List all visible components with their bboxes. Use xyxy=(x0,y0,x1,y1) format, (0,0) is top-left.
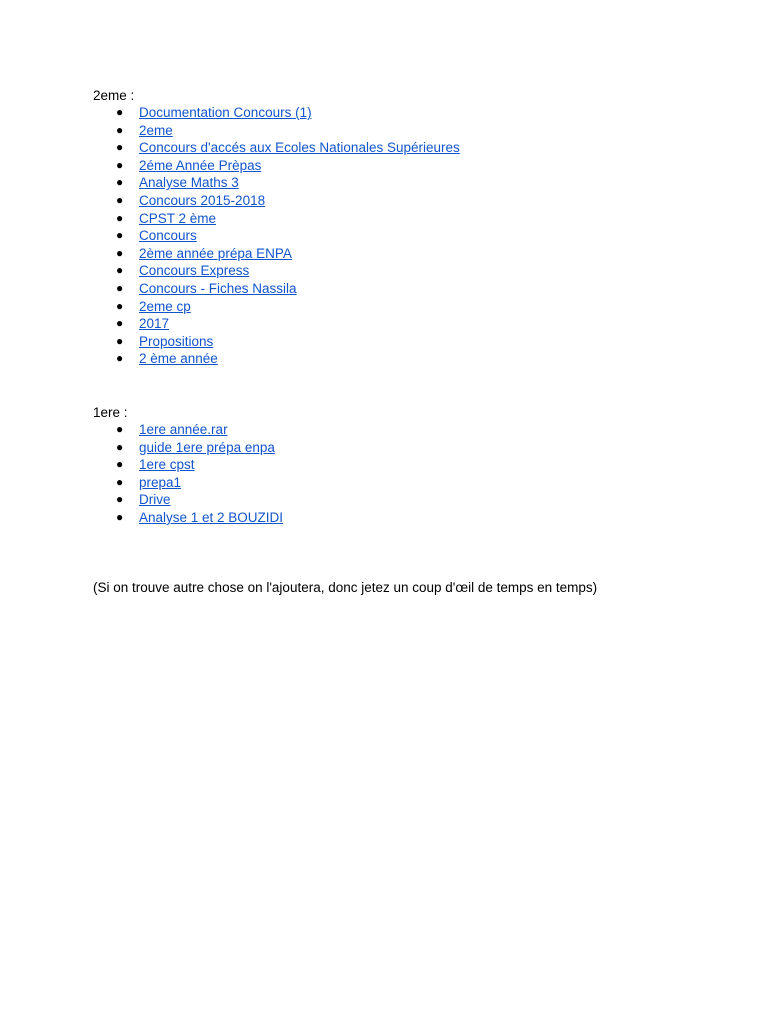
bullet-dot-icon: ● xyxy=(116,192,124,207)
list-item xyxy=(93,227,460,245)
link-2eme-annee-prepas[interactable]: 2éme Année Prèpas xyxy=(139,157,262,173)
list-item xyxy=(93,139,460,157)
list-item xyxy=(93,280,460,298)
bullet-dot-icon: ● xyxy=(116,280,124,295)
link-2eme-annee-prepa-enpa[interactable]: 2ème année prépa ENPA xyxy=(139,245,292,261)
list-item xyxy=(93,421,283,439)
bullet-dot-icon: ● xyxy=(116,122,124,137)
link-guide-1ere-prepa-enpa[interactable]: guide 1ere prépa enpa xyxy=(139,439,275,455)
bullet-dot-icon: ● xyxy=(116,422,124,436)
bullet-dot-icon: ● xyxy=(116,105,124,119)
list-item xyxy=(93,210,460,228)
link-2017[interactable]: 2017 xyxy=(139,316,170,332)
list-item xyxy=(93,509,283,527)
list-item xyxy=(93,104,460,122)
section-heading-2eme: 2eme : xyxy=(93,88,135,103)
list-item xyxy=(93,157,460,175)
link-concours-fiches-nassila[interactable]: Concours - Fiches Nassila xyxy=(139,280,297,296)
link-1ere-annee-rar[interactable]: 1ere année.rar xyxy=(139,422,228,437)
link-concours[interactable]: Concours xyxy=(139,228,197,244)
bullet-dot-icon: ● xyxy=(116,245,124,260)
link-1ere-cpst[interactable]: 1ere cpst xyxy=(139,457,195,473)
link-2eme-cp[interactable]: 2eme cp xyxy=(139,298,191,314)
list-item xyxy=(93,122,460,140)
bullet-dot-icon: ● xyxy=(116,492,124,507)
list-item xyxy=(93,298,460,316)
link-list-2eme xyxy=(93,104,460,368)
section-heading-1ere: 1ere : xyxy=(93,405,128,420)
list-item xyxy=(93,174,460,192)
list-item xyxy=(93,456,283,474)
list-item xyxy=(93,315,460,333)
list-item xyxy=(93,245,460,263)
link-prepa1[interactable]: prepa1 xyxy=(139,474,182,490)
bullet-dot-icon: ● xyxy=(116,228,124,243)
link-drive[interactable]: Drive xyxy=(139,492,171,508)
link-2-eme-annee[interactable]: 2 ème année xyxy=(139,351,218,367)
link-list-1ere xyxy=(93,421,283,527)
link-concours-ecoles-nationales[interactable]: Concours d'accés aux Ecoles Nationales Supérieures xyxy=(139,140,460,156)
list-item xyxy=(93,474,283,492)
bullet-dot-icon: ● xyxy=(116,333,124,348)
bullet-dot-icon: ● xyxy=(116,140,124,155)
link-propositions[interactable]: Propositions xyxy=(139,333,214,349)
bullet-dot-icon: ● xyxy=(116,509,124,524)
list-item xyxy=(93,192,460,210)
bullet-dot-icon: ● xyxy=(116,210,124,225)
link-concours-2015-2018[interactable]: Concours 2015-2018 xyxy=(139,192,266,208)
list-item xyxy=(93,491,283,509)
bullet-dot-icon: ● xyxy=(116,439,124,454)
link-2eme[interactable]: 2eme xyxy=(139,122,173,138)
bullet-dot-icon: ● xyxy=(116,474,124,489)
link-analyse-maths-3[interactable]: Analyse Maths 3 xyxy=(139,175,239,191)
list-item xyxy=(93,439,283,457)
list-item xyxy=(93,262,460,280)
bullet-dot-icon: ● xyxy=(116,157,124,172)
link-cpst-2eme[interactable]: CPST 2 ème xyxy=(139,210,217,226)
link-concours-express[interactable]: Concours Express xyxy=(139,263,250,279)
bullet-dot-icon: ● xyxy=(116,457,124,472)
bullet-dot-icon: ● xyxy=(116,175,124,190)
link-analyse-1-et-2-bouzidi[interactable]: Analyse 1 et 2 BOUZIDI xyxy=(139,509,284,525)
footer-note: (Si on trouve autre chose on l'ajoutera, donc jetez un coup d'œil de temps en temps) xyxy=(93,580,598,595)
link-documentation-concours[interactable]: Documentation Concours (1) xyxy=(139,105,312,120)
list-item xyxy=(93,333,460,351)
bullet-dot-icon: ● xyxy=(116,316,124,331)
bullet-dot-icon: ● xyxy=(116,351,124,366)
bullet-dot-icon: ● xyxy=(116,263,124,278)
list-item xyxy=(93,350,460,368)
bullet-dot-icon: ● xyxy=(116,298,124,313)
